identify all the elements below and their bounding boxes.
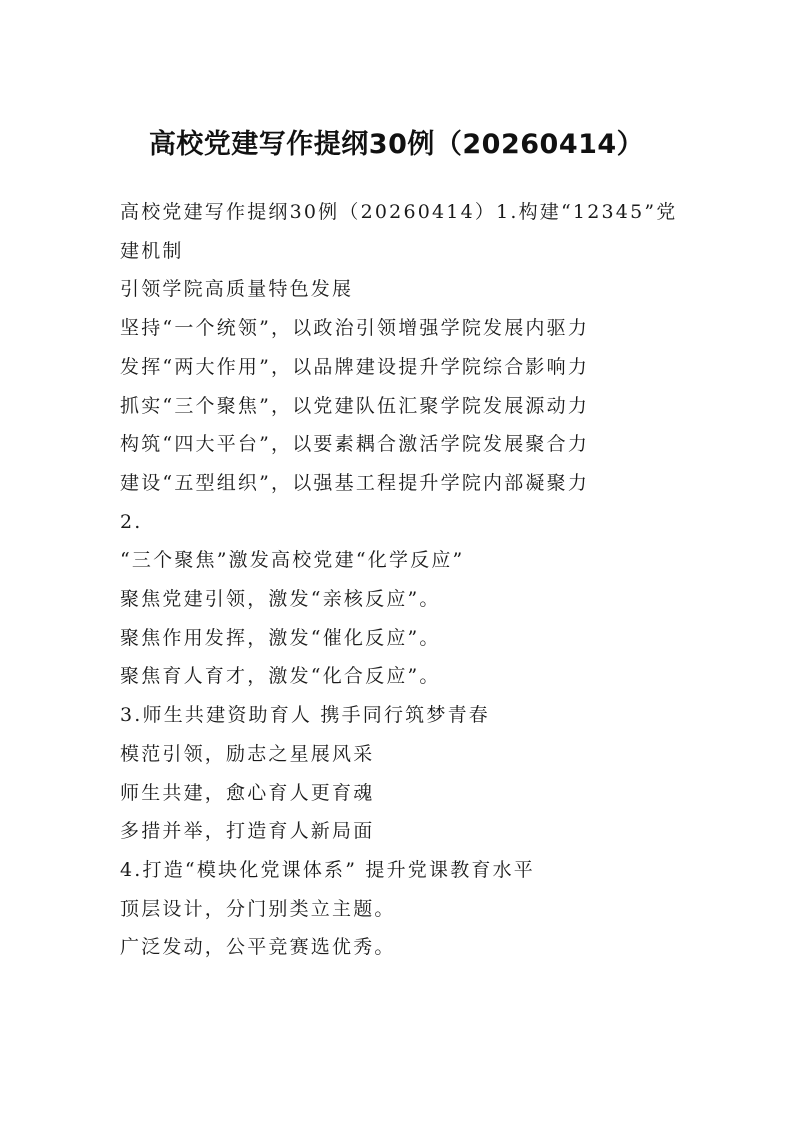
body-line-19: 广泛发动，公平竞赛选优秀。: [120, 936, 396, 959]
body-line-9: “三个聚焦”激发高校党建“化学反应”: [120, 549, 465, 572]
body-line-8: 2.: [120, 510, 143, 533]
body-line-18: 顶层设计，分门别类立主题。: [120, 897, 396, 920]
document-body: [120, 193, 680, 967]
body-line-12: 聚焦育人育才，激发“化合反应”。: [120, 665, 441, 688]
body-line-14: 模范引领，励志之星展风采: [120, 742, 375, 765]
body-line-13: 3.师生共建资助育人 携手同行筑梦青春: [120, 704, 490, 727]
body-line-4: 发挥“两大作用”，以品牌建设提升学院综合影响力: [120, 355, 590, 378]
body-line-3: 坚持“一个统领”，以政治引领增强学院发展内驱力: [120, 317, 590, 340]
body-line-11: 聚焦作用发挥，激发“催化反应”。: [120, 626, 441, 649]
body-line-7: 建设“五型组织”，以强基工程提升学院内部凝聚力: [120, 471, 590, 494]
body-line-15: 师生共建，愈心育人更育魂: [120, 781, 375, 804]
body-line-17: 4.打造“模块化党课体系” 提升党课教育水平: [120, 858, 535, 881]
body-line-5: 抓实“三个聚焦”，以党建队伍汇聚学院发展源动力: [120, 394, 590, 417]
body-line-2: 引领学院高质量特色发展: [120, 278, 354, 301]
body-line-6: 构筑“四大平台”，以要素耦合激活学院发展聚合力: [120, 433, 590, 456]
document-title: 高校党建写作提纲30例（20260414）: [148, 129, 645, 160]
body-line-10: 聚焦党建引领，激发“亲核反应”。: [120, 588, 441, 611]
body-line-1: 高校党建写作提纲30例（20260414）1.构建“12345”党建机制: [120, 201, 678, 262]
body-line-16: 多措并举，打造育人新局面: [120, 820, 375, 843]
